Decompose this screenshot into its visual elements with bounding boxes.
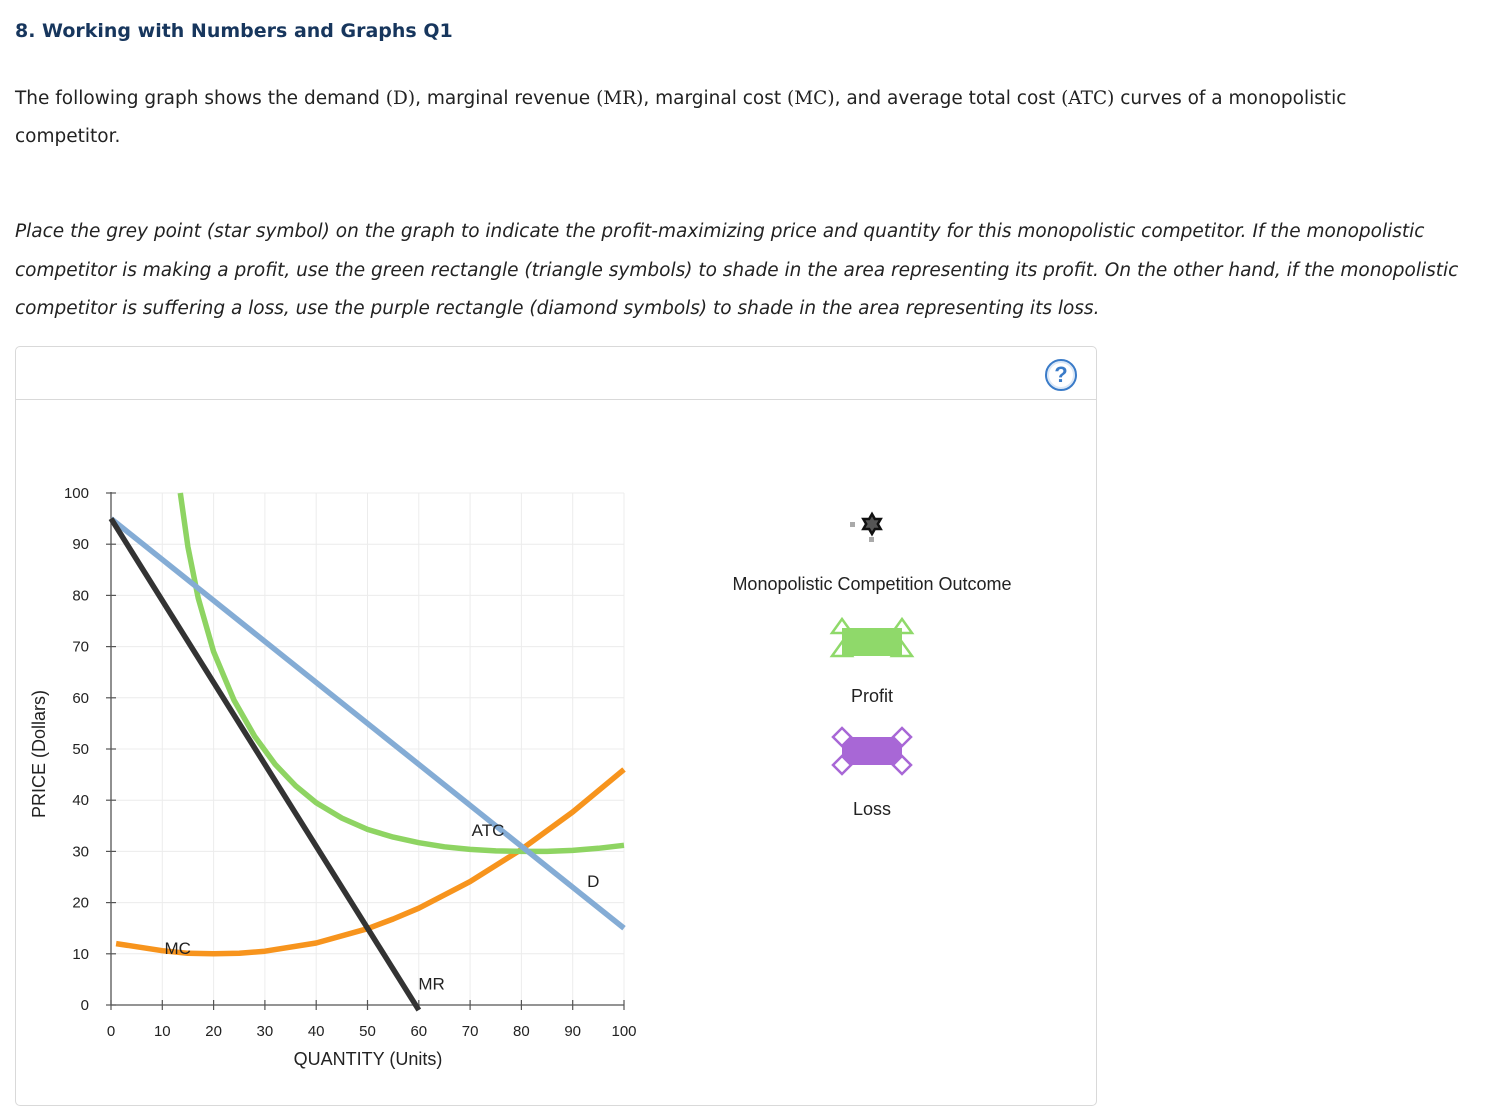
star-handle-left-icon [850, 522, 855, 527]
curve-labels [164, 821, 599, 994]
d-curve-label: D [587, 872, 600, 892]
y-tick-label: 20 [72, 894, 89, 912]
intro-text-2: , marginal revenue [415, 88, 597, 109]
intro-text-5: curves of a monopolistic competitor. [15, 88, 1347, 147]
mr-curve-label: MR [418, 974, 445, 994]
y-tick-label: 70 [72, 638, 89, 656]
x-tick-label: 80 [513, 1023, 530, 1040]
x-tick-label: 30 [256, 1023, 274, 1040]
y-tick-label: 90 [72, 536, 89, 554]
x-tick-label: 60 [410, 1023, 428, 1040]
outcome-label: Monopolistic Competition Outcome [732, 574, 1012, 594]
star-point-tool[interactable] [850, 514, 881, 542]
loss-label: Loss [852, 799, 892, 819]
y-tick-label: 50 [72, 741, 89, 758]
demand-symbol: (D) [385, 88, 416, 109]
question-title: 8. Working with Numbers and Graphs Q1 [15, 20, 453, 42]
y-axis-title: PRICE (Dollars) [29, 689, 49, 819]
intro-text-3: , marginal cost [643, 88, 788, 109]
loss-swatch [842, 737, 902, 765]
x-tick-label: 50 [359, 1023, 376, 1040]
question-instructions: Place the grey point (star symbol) on the graph to indicate the profit-maximizing price and quantity for this monopolistic competitor. If the monopolistic competitor is making a profit, use the green rectangle (triangle symbols) to shade in the area representing its profit. On the other hand, if the monopolistic competitor is suffering a loss, use the purple rectangle (diamond symbols) to shade in the area representing its loss. [15, 221, 1459, 319]
x-tick-label: 10 [153, 1023, 171, 1040]
mr-symbol: (MR) [596, 88, 644, 109]
y-tick-label: 30 [72, 843, 89, 861]
y-tick-label: 80 [72, 587, 89, 605]
star-handle-bottom-icon [869, 537, 874, 542]
graph-canvas[interactable] [16, 347, 1096, 1091]
intro-text-4: , and average total cost [834, 88, 1062, 109]
y-tick-label: 60 [72, 689, 89, 707]
x-tick-label: 90 [564, 1023, 582, 1040]
profit-label: Profit [850, 686, 894, 706]
y-tick-label: 40 [72, 792, 89, 810]
y-tick-label: 10 [72, 945, 89, 963]
graph-panel [15, 346, 1097, 1106]
x-tick-label: 70 [461, 1023, 479, 1040]
x-tick-label: 100 [611, 1023, 637, 1040]
intro-text-1: The following graph shows the demand [15, 88, 386, 109]
y-tick-label: 100 [63, 485, 89, 502]
x-tick-label: 40 [307, 1023, 325, 1040]
x-axis-title: QUANTITY (Units) [293, 1049, 443, 1069]
loss-rectangle-tool[interactable] [833, 728, 911, 774]
x-tick-label: 20 [205, 1023, 222, 1040]
question-intro [15, 80, 1455, 156]
axes [64, 485, 637, 1040]
mc-curve-label: MC [164, 938, 191, 958]
atc-curve-label: ATC [471, 821, 505, 841]
y-tick-label: 0 [80, 997, 89, 1014]
profit-rectangle-tool[interactable] [832, 619, 912, 656]
mc-curve [116, 770, 624, 954]
atc-curve [180, 493, 624, 851]
help-icon[interactable]: ? [1045, 359, 1077, 391]
x-tick-label: 0 [106, 1023, 116, 1040]
mc-symbol: (MC) [787, 88, 835, 109]
atc-symbol: (ATC) [1061, 88, 1115, 109]
star-icon [863, 514, 880, 534]
